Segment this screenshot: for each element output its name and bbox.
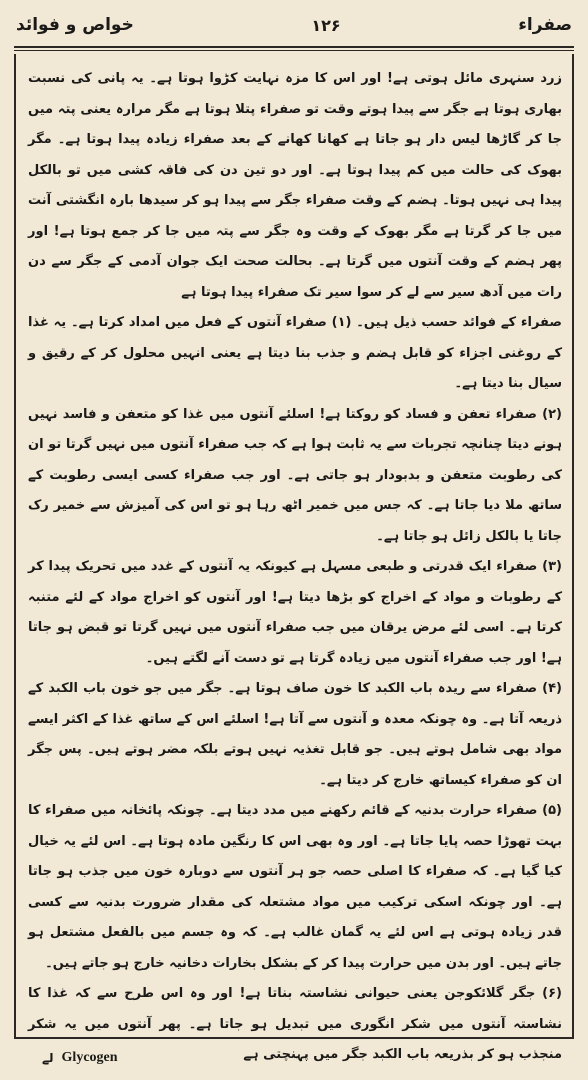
header-rule (14, 46, 574, 48)
page-header (16, 8, 572, 42)
paragraph: (۴) صفراء سے ریدہ باب الکبد کا خون صاف ہوتا ہے۔ جگر میں جو خون باب الکبد کے ذریعہ آتا ہے۔ وہ چونکہ معدہ و آنتوں سے آتا ہے! اسلئے اس کے ساتھ غذا کے اکثر ایسے مواد بھی شامل ہوتے ہیں۔ جو قابل تغذیہ نہیں ہوتے بلکہ مضر ہوتے ہیں۔ پس جگر ان کو صفراء کیساتھ خارج کر دیتا ہے۔ (28, 681, 562, 788)
footnote-term: Glycogen (61, 1050, 118, 1065)
paragraph: (۳) صفراء ایک قدرتی و طبعی مسہل ہے کیونکہ یہ آنتوں کے غدد میں تحریک پیدا کر کے رطوبات و مواد کے اخراج کو بڑھا دیتا ہے! اور آنتوں کو اخراج مواد کے لئے متنبہ کرتا ہے۔ اسی لئے مرض یرقان میں جب صفراء آنتوں میں نہیں گرتا تو قبض ہو جاتا ہے! اور جب صفراء آنتوں میں زیادہ گرتا ہے تو دست آنے لگتے ہیں۔ (28, 559, 562, 666)
paragraph: صفراء کے فوائد حسب ذیل ہیں۔ (۱) صفراء آنتوں کے فعل میں امداد کرتا ہے۔ یہ غذا کے روغنی اجزاء کو قابل ہضم و جذب بنا دیتا ہے یعنی انہیں محلول کر کے رقیق و سیال بنا دیتا ہے۔ (28, 315, 562, 391)
paragraph: (۲) صفراء تعفن و فساد کو روکتا ہے! اسلئے آنتوں میں غذا کو متعفن و فاسد نہیں ہونے دیتا چنانچہ تجربات سے یہ ثابت ہوا ہے کہ جب صفراء آنتوں میں نہیں گرتا تو ان کی رطوبت متعفن و بدبودار ہو جاتی ہے۔ اور جب صفراء کسی ایسی رطوبت کے ساتھ ملا دیا جاتا ہے۔ کہ جس میں خمیر اٹھ رہا ہو تو اس کی آمیزش سے خمیر رک جاتا یا بالکل زائل ہو جاتا ہے۔ (28, 406, 562, 544)
footnote-mark: لے (42, 1051, 54, 1065)
paragraph: (۶) جگر گلائکوجن یعنی حیوانی نشاستہ بناتا ہے! اور وہ اس طرح سے کہ غذا کا نشاستہ آنتوں میں شکر انگوری میں تبدیل ہو جاتا ہے۔ پھر آنتوں میں یہ شکر منجذب ہو کر بذریعہ باب الکبد جگر میں پہنچتی ہے (28, 986, 562, 1062)
paragraph: زرد سنہری مائل ہوتی ہے! اور اس کا مزہ نہایت کڑوا ہوتا ہے۔ یہ پانی کی نسبت بھاری ہوتا ہے جگر سے پیدا ہوتے وقت تو صفراء پتلا ہوتا ہے مگر مرارہ یعنی پتہ میں جا کر گاڑھا لیس دار ہو جاتا ہے کھانا کھانے کے بعد صفراء زیادہ پیدا ہوتا ہے۔ مگر بھوک کی حالت میں کم پیدا ہوتا ہے۔ اور دو تین دن کی فاقہ کشی میں تو بالکل پیدا ہی نہیں ہوتا۔ ہضم کے وقت صفراء جگر سے پیدا ہو کر سیدھا بارہ انگشتی آنت میں جا کر گرتا ہے مگر بھوک کے وقت وہ جگر سے پتہ میں جا کر جمع ہوتا ہے! اور پھر ہضم کے وقت آنتوں میں گرتا ہے۔ بحالت صحت ایک جوان آدمی کے جگر سے دن رات میں آدھ سیر سے لے کر سوا سیر تک صفراء پیدا ہوتا ہے (28, 71, 562, 300)
footnote (42, 1046, 118, 1070)
header-rule-thin (14, 50, 574, 51)
header-section-title: صفراء (518, 15, 572, 35)
page-number: ۱۲۶ (311, 15, 341, 35)
header-book-title: خواص و فوائد (16, 15, 134, 35)
paragraph: (۵) صفراء حرارت بدنیہ کے قائم رکھنے میں مدد دیتا ہے۔ چونکہ پائخانہ میں صفراء کا بہت تھوڑا حصہ پایا جاتا ہے۔ اور وہ بھی اس کا رنگین مادہ ہوتا ہے۔ اس لئے یہ خیال کیا گیا ہے۔ کہ صفراء کا اصلی حصہ جو ہر آنتوں سے دوبارہ خون میں جذب ہو جاتا ہے۔ اور چونکہ اسکی ترکیب میں مواد مشتعلہ کی مقدار ضرورت بدنیہ سے کسی قدر زیادہ ہوتی ہے اس لئے یہ گمان غالب ہے۔ کہ وہ جسم میں بالفعل مشتعل ہو جاتے ہیں۔ اور بدن میں حرارت پیدا کر کے بشکل بخارات دخانیہ خارج ہو جاتے ہیں۔ (28, 803, 562, 971)
